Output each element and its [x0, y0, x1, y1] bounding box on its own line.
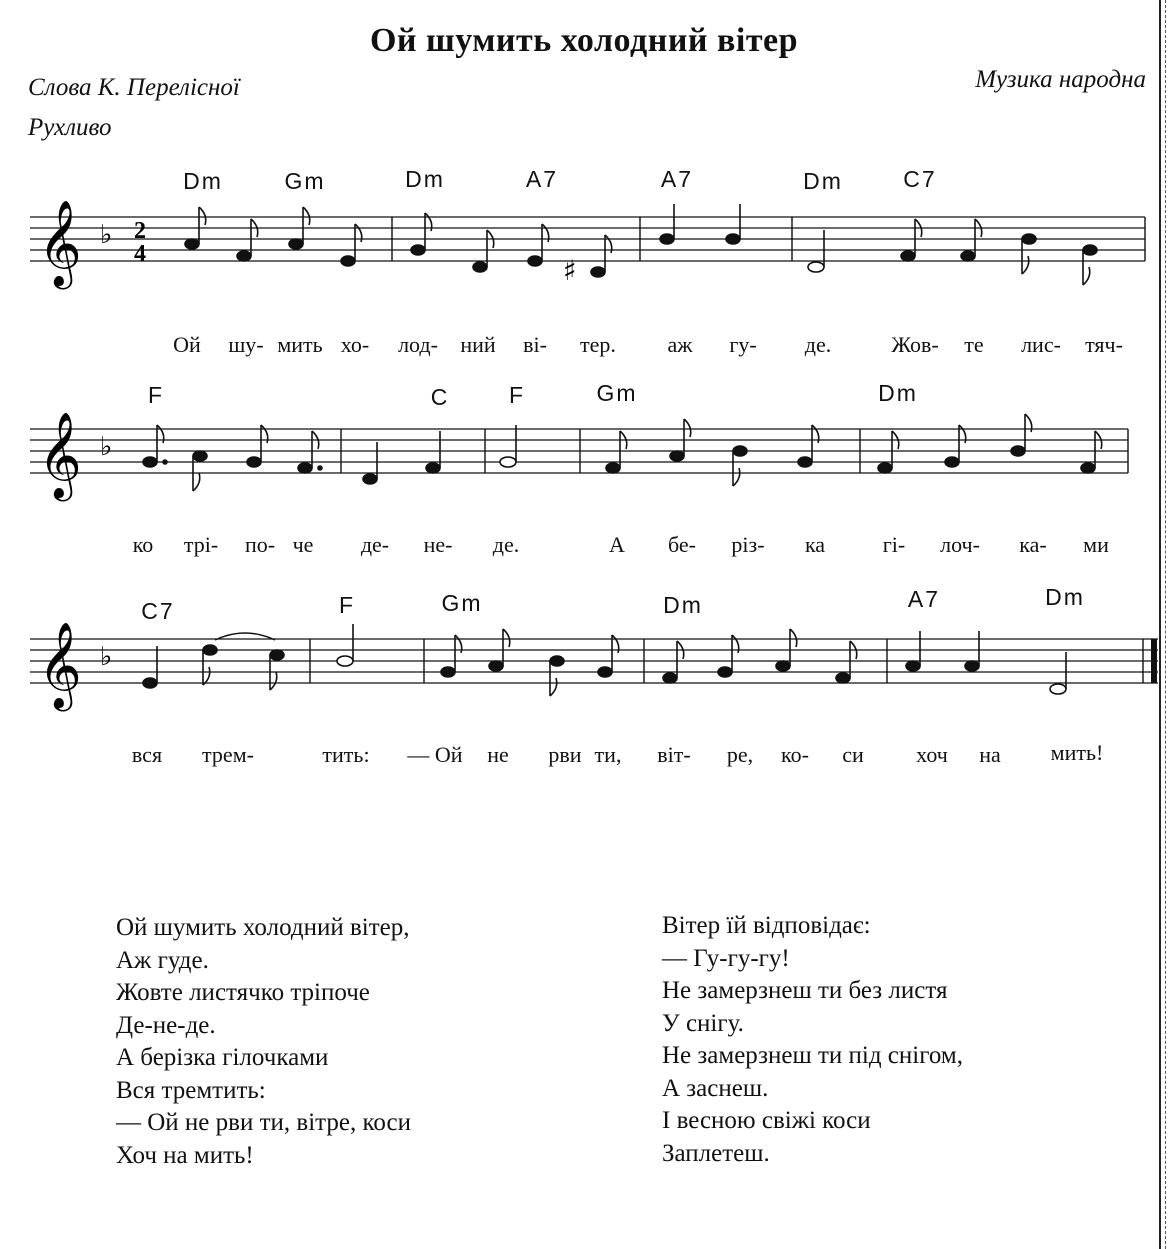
lyric-syllable: рви — [548, 742, 582, 767]
verse-line: Вітер їй відповідає: — [662, 912, 871, 939]
lyric-syllable: де. — [492, 532, 520, 557]
lyric-syllable: аж — [667, 332, 693, 357]
chord-label: F — [338, 592, 356, 618]
composer-credit: Музика народна — [975, 66, 1146, 93]
treble-clef-icon: 𝄞 — [38, 200, 82, 286]
song-title: Ой шумить холодний вітер — [369, 22, 799, 59]
treble-clef-icon: 𝄞 — [38, 412, 82, 498]
flat-icon: ♭ — [100, 642, 113, 672]
staff-system-1 — [0, 160, 1168, 380]
lyric-syllable: по- — [244, 532, 276, 557]
verse-line: А заснеш. — [662, 1074, 769, 1102]
verse-line: Вся тремтить: — [116, 1076, 266, 1104]
verse-line: А берізка гілочками — [116, 1044, 329, 1071]
tempo-marking: Рухливо — [28, 114, 112, 141]
lyric-syllable: мить — [277, 332, 323, 357]
lyric-syllable: Жов- — [891, 332, 939, 357]
lyric-syllable: ми — [1083, 532, 1109, 557]
verse-line: У снігу. — [662, 1009, 744, 1037]
lyric-syllable: Ой — [173, 332, 201, 357]
chord-label: Gm — [284, 168, 326, 194]
verse-line: — Гу-гу-гу! — [662, 944, 790, 972]
lyric-syllable: те — [964, 332, 984, 357]
lyric-syllable: ре, — [726, 742, 754, 767]
lyric-syllable: тяч- — [1085, 332, 1123, 357]
verse-line: Хоч на мить! — [116, 1141, 254, 1169]
svg-text:4: 4 — [134, 241, 146, 267]
lyric-syllable: де. — [804, 332, 832, 357]
lyric-syllable: лоч- — [940, 532, 980, 557]
chord-label: Dm — [1045, 584, 1085, 610]
chord-label: C — [430, 384, 450, 410]
staff-3-notation — [0, 582, 1168, 802]
lyric-syllable: не- — [423, 532, 453, 557]
chord-label: A7 — [525, 166, 559, 192]
lyric-syllable: хо- — [340, 332, 370, 357]
staff-system-2 — [0, 372, 1168, 592]
flat-icon: ♭ — [100, 220, 113, 250]
lyric-syllable: — Ой — [407, 742, 463, 767]
lyric-syllable: різ- — [731, 532, 765, 557]
lyric-syllable: гі- — [882, 532, 906, 557]
lyric-syllable: трем- — [202, 742, 254, 767]
svg-text:2: 2 — [134, 218, 146, 244]
chord-label: Dm — [878, 380, 918, 406]
lyric-syllable: не — [487, 742, 509, 767]
lyric-syllable: тить: — [322, 742, 370, 767]
lyric-syllable: хоч — [916, 742, 948, 767]
chord-label: C7 — [141, 598, 175, 624]
lyric-syllable: віт- — [657, 742, 691, 767]
lyric-syllable: де- — [360, 532, 390, 557]
lyric-syllable: бе- — [668, 532, 696, 557]
lyric-syllable: лис- — [1021, 332, 1061, 357]
lyric-syllable: гу- — [729, 332, 757, 357]
verse-line: Не замерзнеш ти під снігом, — [662, 1042, 963, 1069]
chord-label: A7 — [907, 586, 941, 612]
chord-label: Dm — [803, 168, 843, 194]
verse-left-column — [116, 912, 411, 1172]
lyric-syllable: че — [292, 532, 314, 557]
lyric-syllable: ко- — [781, 742, 809, 767]
staff-2-notation — [0, 372, 1168, 592]
verse-line: — Ой не рви ти, вітре, коси — [116, 1109, 411, 1136]
verse-line: Аж гуде. — [116, 946, 209, 974]
verse-line: Де-не-де. — [116, 1011, 216, 1039]
chord-label: F — [508, 382, 526, 408]
lyric-syllable: ко — [132, 532, 154, 557]
lyric-syllable: ка — [804, 532, 826, 557]
lyric-syllable: мить! — [1050, 740, 1104, 765]
staff-system-3 — [0, 582, 1168, 802]
chord-label: A7 — [660, 166, 694, 192]
sharp-icon: ♯ — [563, 254, 577, 287]
chord-label: Gm — [441, 590, 483, 616]
lyric-syllable: А — [609, 532, 625, 557]
verse-line: Заплетеш. — [662, 1139, 770, 1167]
lyric-syllable: ка- — [1019, 532, 1047, 557]
lyricist-credit: Слова К. Перелісної — [28, 74, 240, 101]
lyric-syllable: тер. — [580, 332, 616, 357]
chord-label: Gm — [596, 380, 638, 406]
verse-line: Не замерзнеш ти без листя — [662, 977, 948, 1004]
chord-label: Dm — [183, 168, 223, 194]
lyric-syllable: на — [979, 742, 1001, 767]
lyric-syllable: шу- — [228, 332, 264, 357]
verse-right-column — [662, 910, 963, 1170]
chord-label: Dm — [663, 592, 703, 618]
chord-label: F — [147, 382, 165, 408]
flat-icon: ♭ — [100, 432, 113, 462]
lyric-syllable: ний — [460, 332, 496, 357]
lyric-syllable: ві- — [523, 332, 547, 357]
chord-label: Dm — [405, 166, 445, 192]
lyric-syllable: ти, — [594, 742, 622, 767]
lyric-syllable: си — [842, 742, 864, 767]
treble-clef-icon: 𝄞 — [38, 622, 82, 708]
lyric-syllable: трі- — [183, 532, 219, 557]
chord-label: C7 — [903, 166, 937, 192]
lyric-syllable: лод- — [398, 332, 438, 357]
verse-line: І весною свіжі коси — [662, 1107, 871, 1134]
verse-line: Жовте листячко тріпоче — [116, 979, 370, 1006]
verse-line: Ой шумить холодний вітер, — [116, 914, 410, 941]
lyric-syllable: вся — [131, 742, 163, 767]
